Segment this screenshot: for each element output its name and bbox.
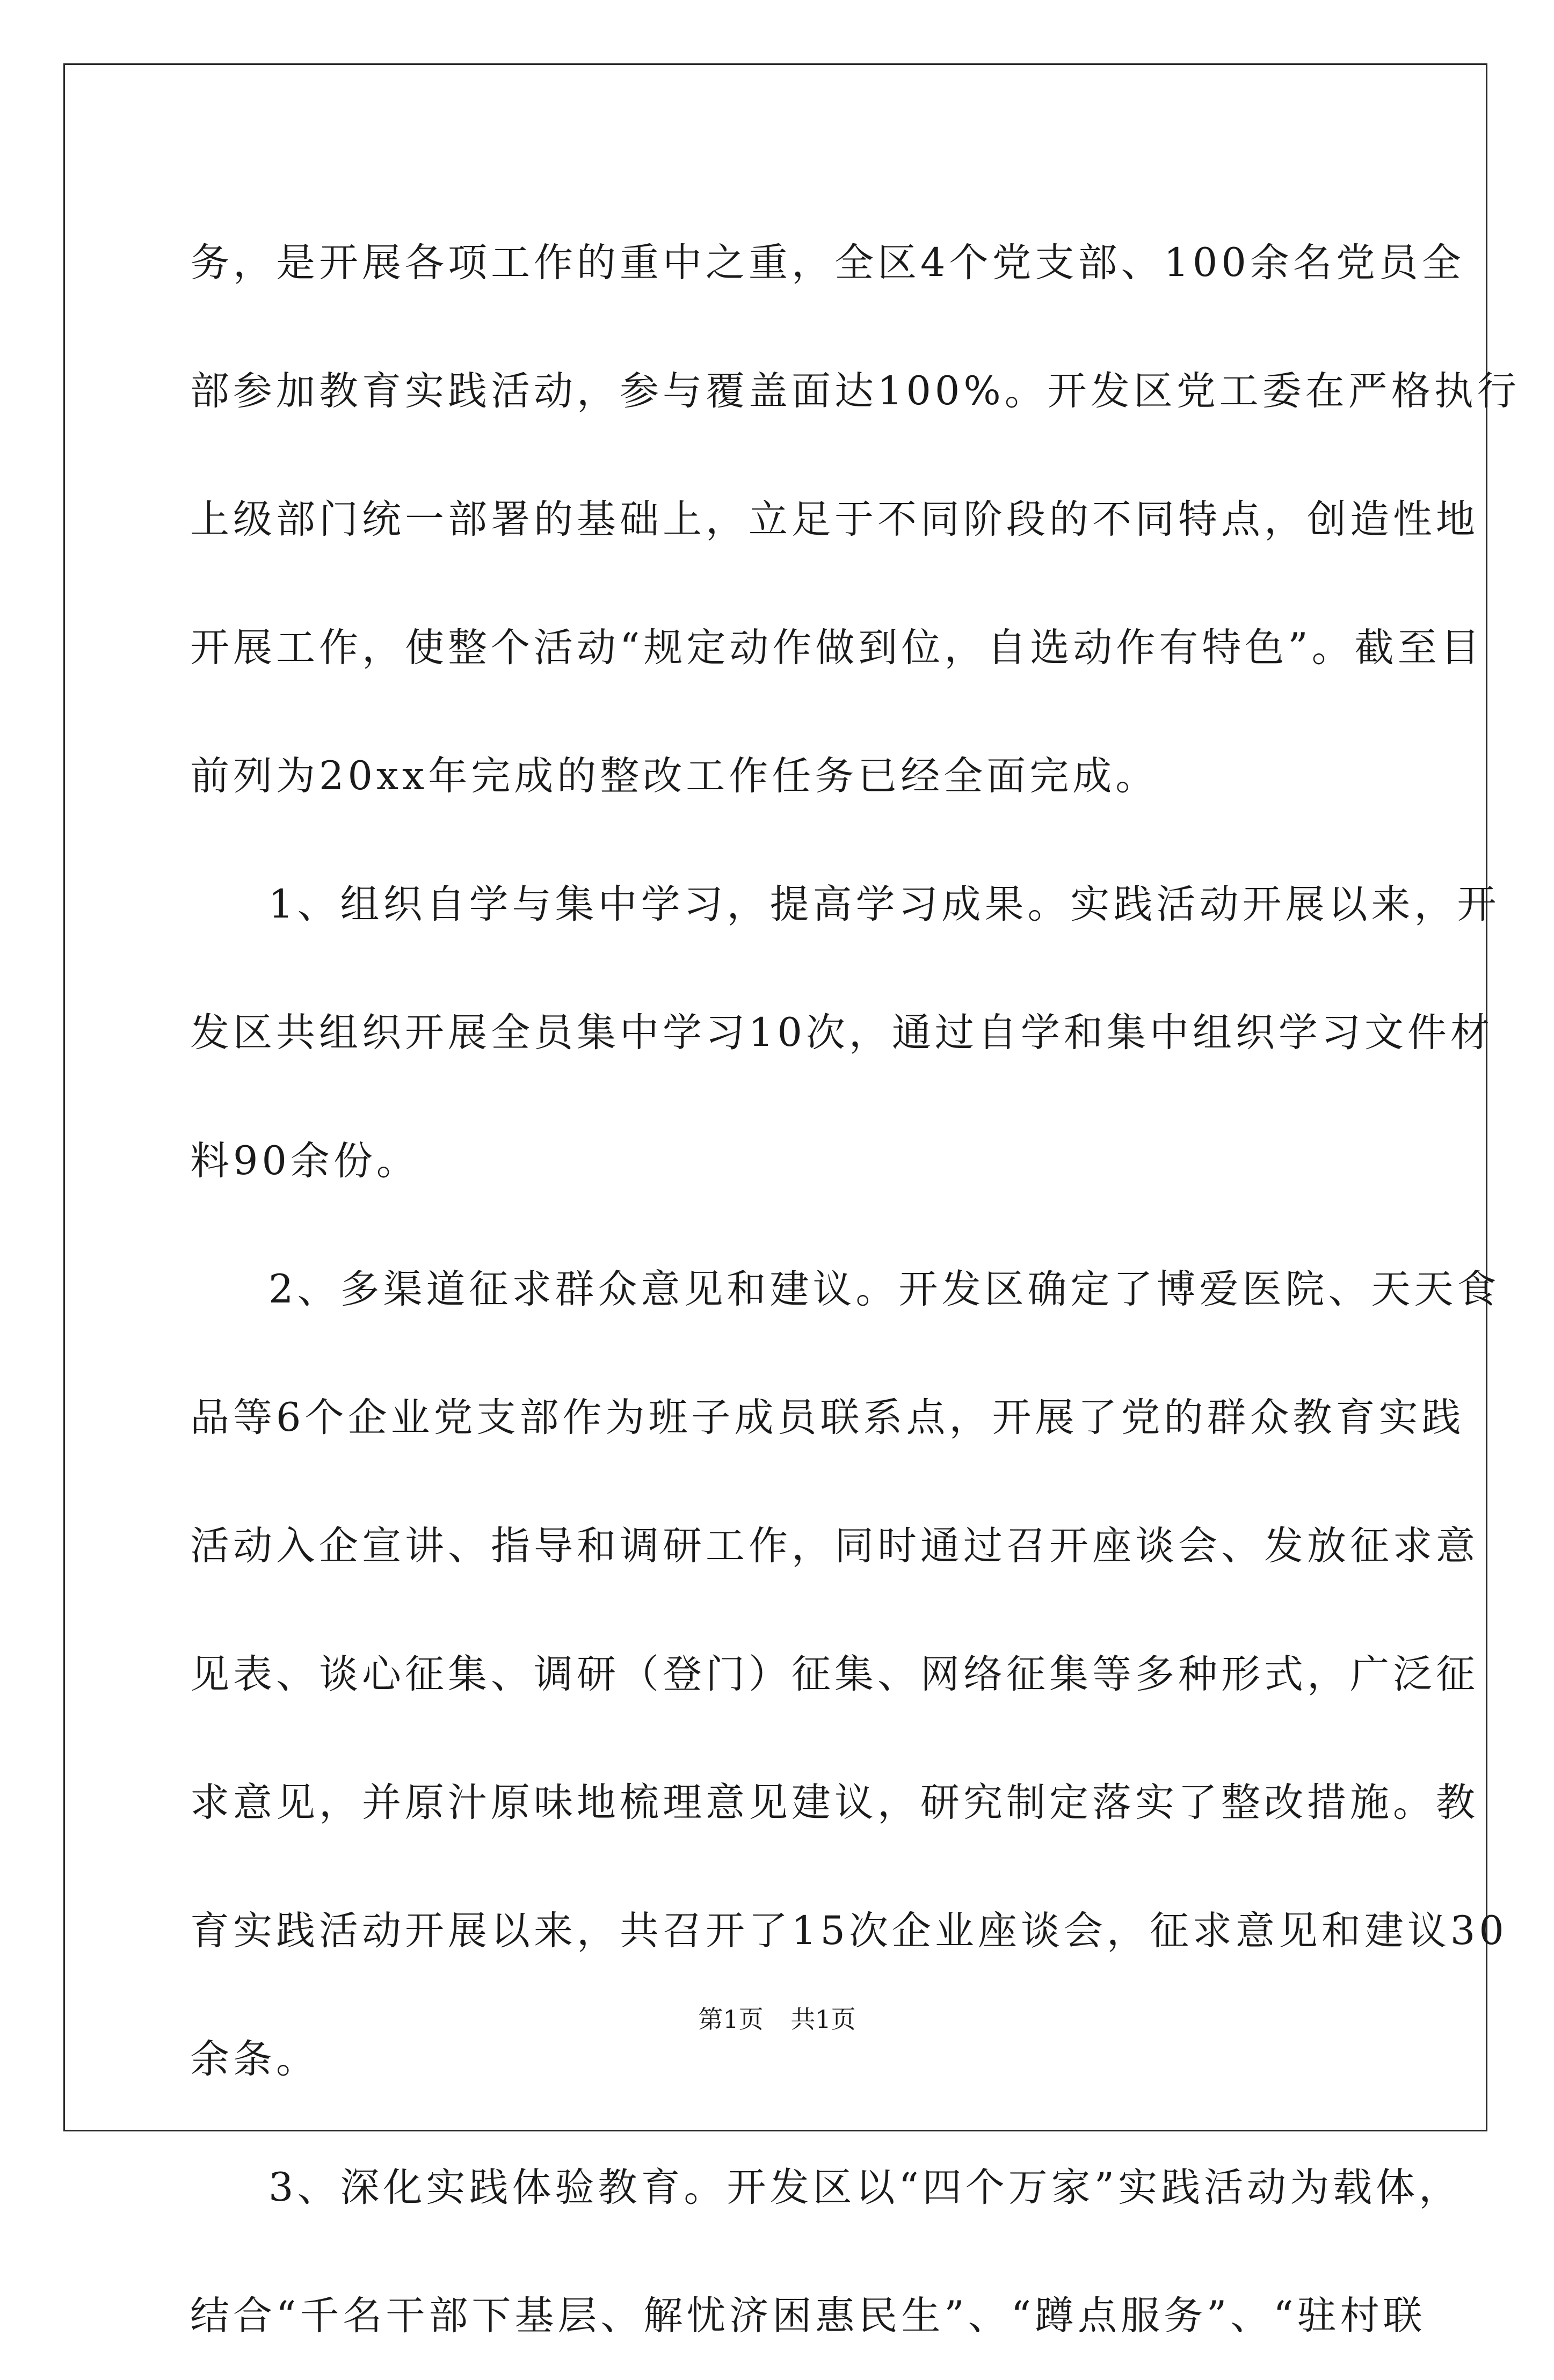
- document-body: [190, 199, 1520, 2380]
- text-line: 余条。: [190, 2036, 319, 2082]
- text-line: 务，是开展各项工作的重中之重，全区4个党支部、100余名党员全: [190, 240, 1465, 286]
- text-line: 品等6个企业党支部作为班子成员联系点，开展了党的群众教育实践: [190, 1395, 1465, 1440]
- page-number-total: 共1页: [790, 2005, 856, 2034]
- text-line: 活动入企宣讲、指导和调研工作，同时通过召开座谈会、发放征求意: [190, 1523, 1479, 1569]
- text-line: 开展工作，使整个活动“规定动作做到位，自选动作有特色”。截至目: [190, 625, 1484, 671]
- text-line: 发区共组织开展全员集中学习10次，通过自学和集中组织学习文件材: [190, 1010, 1493, 1056]
- text-line: 部参加教育实践活动，参与覆盖面达100%。开发区党工委在严格执行: [190, 368, 1520, 414]
- text-line: 育实践活动开展以来，共召开了15次企业座谈会，征求意见和建议30: [190, 1908, 1508, 1954]
- text-line: 结合“千名干部下基层、解忧济困惠民生”、“蹲点服务”、“驻村联: [190, 2293, 1426, 2339]
- text-line: 上级部门统一部署的基础上，立足于不同阶段的不同特点，创造性地: [190, 497, 1479, 542]
- page-footer: [0, 2000, 1554, 2035]
- text-line: 见表、谈心征集、调研（登门）征集、网络征集等多种形式，广泛征: [190, 1651, 1479, 1697]
- text-line: 求意见，并原汁原味地梳理意见建议，研究制定落实了整改措施。教: [190, 1780, 1479, 1825]
- text-line: 3、深化实践体验教育。开发区以“四个万家”实践活动为载体，: [268, 2165, 1462, 2210]
- text-line: 2、多渠道征求群众意见和建议。开发区确定了博爱医院、天天食: [268, 1267, 1500, 1312]
- text-line: 前列为20xx年完成的整改工作任务已经全面完成。: [190, 753, 1159, 799]
- text-line: 料90余份。: [190, 1138, 419, 1184]
- page-number-current: 第1页: [698, 2005, 764, 2034]
- text-line: 1、组织自学与集中学习，提高学习成果。实践活动开展以来，开: [268, 882, 1500, 927]
